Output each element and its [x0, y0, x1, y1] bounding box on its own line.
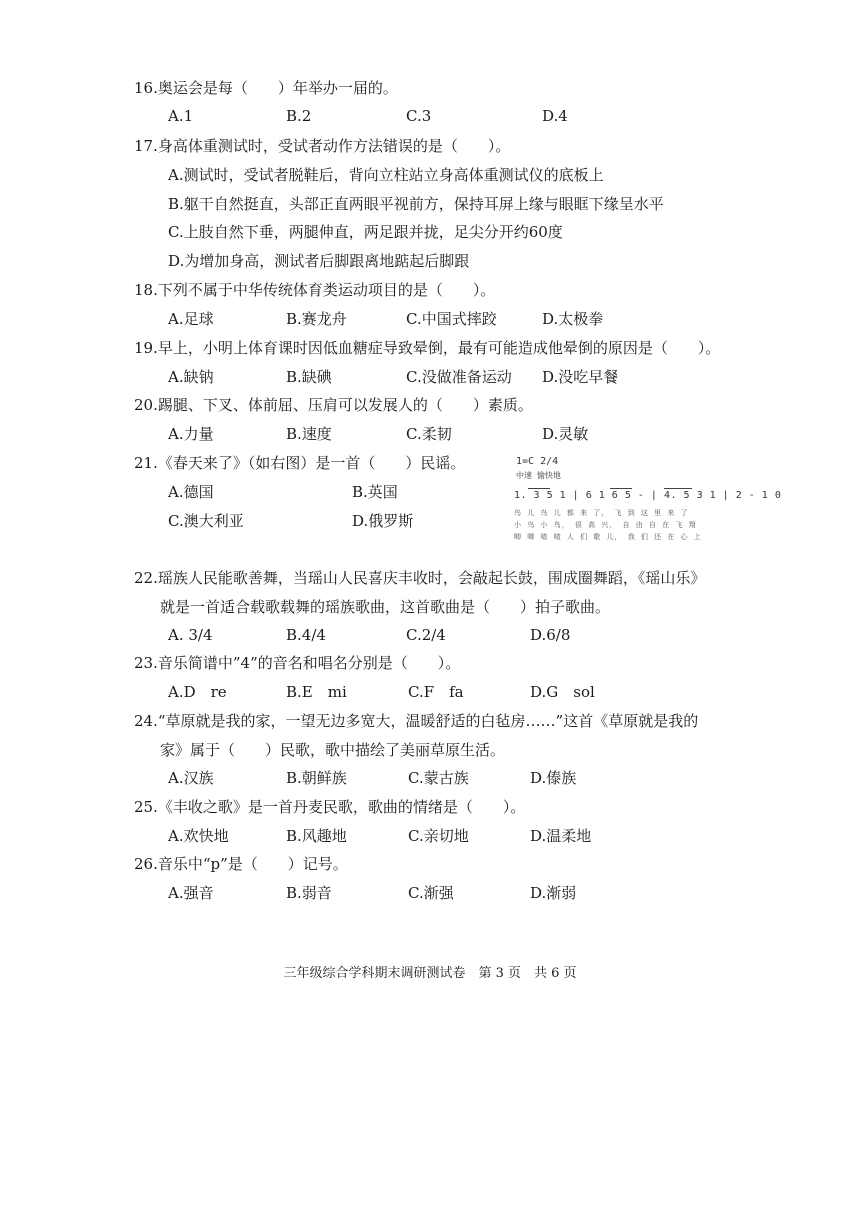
question-25-stem: 25.《丰收之歌》是一首丹麦民歌，歌曲的情绪是（ ）。	[134, 798, 526, 816]
option-b: B.4/4	[286, 626, 326, 644]
question-21-options-row1	[168, 482, 508, 502]
option-c: C.澳大利亚	[168, 512, 244, 530]
beam-line	[664, 488, 692, 489]
option-c: C.3	[406, 107, 432, 125]
option-a: A.缺钠	[168, 368, 214, 386]
option-d: D.G sol	[530, 683, 595, 701]
option-d: D.6/8	[530, 626, 571, 644]
option-a: A.强音	[168, 884, 214, 902]
option-d: D.4	[542, 107, 568, 125]
option-c: C.没做准备运动	[406, 368, 512, 386]
score-lyrics-2: 小 鸟 小 鸟， 很 高 兴， 自 由 自 在 飞 翔	[514, 521, 697, 529]
question-18-stem: 18.下列不属于中华传统体育类运动项目的是（ ）。	[134, 281, 496, 299]
question-22-stem-line1: 22.瑶族人民能歌善舞，当瑶山人民喜庆丰收时，会敲起长鼓，围成圈舞蹈，《瑶山乐》	[134, 569, 706, 587]
score-tempo: 中速 愉快地	[516, 471, 561, 480]
option-b: B.朝鲜族	[286, 769, 347, 787]
question-26-stem: 26.音乐中“p”是（ ）记号。	[134, 855, 348, 873]
question-20-stem: 20.踢腿、下叉、体前屈、压肩可以发展人的（ ）素质。	[134, 396, 533, 414]
option-c: C.中国式摔跤	[406, 310, 497, 328]
option-d: D.灵敏	[542, 425, 589, 443]
question-23-stem: 23.音乐简谱中”4”的音名和唱名分别是（ ）。	[134, 654, 461, 672]
question-17-option-b: B.躯干自然挺直，头部正直两眼平视前方，保持耳屏上缘与眼眶下缘呈水平	[168, 195, 664, 213]
question-18-options	[168, 309, 788, 329]
question-17-option-d: D.为增加身高，测试者后脚跟离地踮起后脚跟	[168, 252, 470, 270]
question-24-options	[168, 768, 788, 788]
option-c: C.亲切地	[408, 827, 469, 845]
question-24-stem-line1: 24.“草原就是我的家，一望无边多宽大，温暖舒适的白毡房……”这首《草原就是我的	[134, 712, 699, 730]
option-c: C.F fa	[408, 683, 464, 701]
option-a: A.欢快地	[168, 827, 229, 845]
option-a: A.德国	[168, 483, 214, 501]
question-22-options	[168, 625, 788, 645]
option-b: B.英国	[352, 483, 398, 501]
option-a: A.力量	[168, 425, 214, 443]
question-25-options	[168, 826, 788, 846]
score-lyrics-1: 鸟 儿 鸟 儿 都 来 了， 飞 到 这 里 来 了	[514, 509, 689, 517]
question-20-options	[168, 424, 788, 444]
option-d: D.渐弱	[530, 884, 577, 902]
option-b: B.速度	[286, 425, 332, 443]
option-b: B.缺碘	[286, 368, 332, 386]
beam-line	[528, 488, 550, 489]
question-21-options-row2	[168, 511, 508, 531]
question-21-stem: 21.《春天来了》（如右图）是一首（ ）民谣。	[134, 454, 466, 472]
score-key: 1=C 2/4	[516, 456, 559, 467]
option-b: B.2	[286, 107, 312, 125]
option-b: B.E mi	[286, 683, 347, 701]
option-b: B.风趣地	[286, 827, 347, 845]
option-a: A.足球	[168, 310, 214, 328]
question-17-option-c: C.上肢自然下垂，两腿伸直，两足跟并拢，足尖分开约60度	[168, 223, 563, 241]
score-notes: 1. 3 5 1 | 6 1 6 5 - | 4. 5 3 1 | 2 - 1 0	[514, 490, 782, 501]
option-a: A.汉族	[168, 769, 214, 787]
question-16-stem: 16.奥运会是每（ ）年举办一届的。	[134, 79, 398, 97]
question-24-stem-line2: 家》属于（ ）民歌，歌中描绘了美丽草原生活。	[160, 741, 506, 759]
option-c: C.柔韧	[406, 425, 452, 443]
question-19-stem: 19.早上，小明上体育课时因低血糖症导致晕倒，最有可能造成他晕倒的原因是（ ）。	[134, 339, 721, 357]
question-26-options	[168, 883, 788, 903]
question-16-options	[168, 106, 788, 126]
question-22-stem-line2: 就是一首适合载歌载舞的瑶族歌曲，这首歌曲是（ ）拍子歌曲。	[160, 598, 611, 616]
option-b: B.赛龙舟	[286, 310, 347, 328]
option-a: A.D re	[168, 683, 227, 701]
score-lyrics-3: 唧 唧 喳 喳 人 们 歌 儿， 我 们 还 在 心 上	[514, 533, 702, 541]
option-d: D.傣族	[530, 769, 577, 787]
music-score-image	[514, 456, 782, 550]
option-c: C.蒙古族	[408, 769, 469, 787]
option-c: C.渐强	[408, 884, 454, 902]
option-a: A.1	[168, 107, 194, 125]
option-d: D.太极拳	[542, 310, 604, 328]
question-19-options	[168, 367, 788, 387]
page-footer: 三年级综合学科期末调研测试卷 第 3 页 共 6 页	[283, 966, 577, 981]
option-d: D.没吃早餐	[542, 368, 619, 386]
option-a: A. 3/4	[168, 626, 213, 644]
option-d: D.温柔地	[530, 827, 592, 845]
question-23-options	[168, 682, 788, 702]
beam-line	[610, 488, 632, 489]
option-b: B.弱音	[286, 884, 332, 902]
option-d: D.俄罗斯	[352, 512, 414, 530]
option-c: C.2/4	[406, 626, 446, 644]
question-17-stem: 17.身高体重测试时，受试者动作方法错误的是（ ）。	[134, 137, 511, 155]
question-17-option-a: A.测试时，受试者脱鞋后，背向立柱站立身高体重测试仪的底板上	[168, 166, 604, 184]
